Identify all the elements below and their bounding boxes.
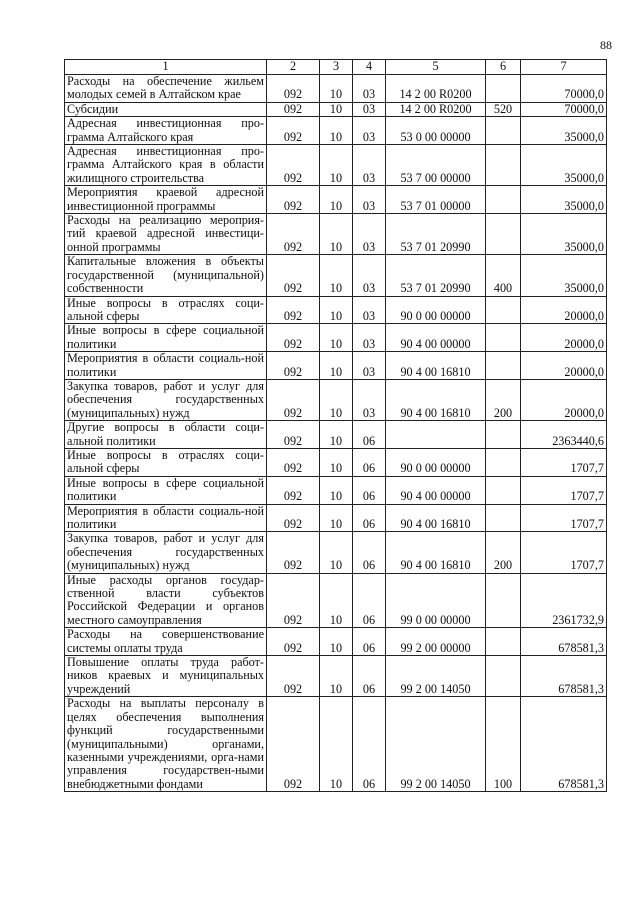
row-description: Мероприятия в области социаль-ной политики: [65, 352, 267, 380]
column-header: 5: [386, 60, 486, 75]
table-row: [65, 102, 607, 116]
target-article-code: 90 4 00 16810: [386, 504, 486, 532]
section-code: 10: [320, 214, 353, 255]
amount: 2361732,9: [521, 573, 607, 628]
target-article-code: 90 0 00 00000: [386, 296, 486, 324]
target-article-code: 90 4 00 16810: [386, 379, 486, 420]
ministry-code: 092: [267, 117, 320, 145]
row-description: Закупка товаров, работ и услуг для обеспечения государственных (муниципальных) нужд: [65, 379, 267, 420]
row-description: Мероприятия краевой адресной инвестиционной программы: [65, 186, 267, 214]
table-row: [65, 352, 607, 380]
table-row: [65, 324, 607, 352]
table-body: [65, 75, 607, 792]
table-header-row: [65, 60, 607, 75]
target-article-code: 99 2 00 00000: [386, 628, 486, 656]
expense-type-code: 200: [486, 532, 521, 573]
expense-type-code: 400: [486, 255, 521, 296]
section-code: 10: [320, 102, 353, 116]
target-article-code: [386, 421, 486, 449]
row-description: Мероприятия в области социаль-ной политики: [65, 504, 267, 532]
expense-type-code: [486, 421, 521, 449]
row-description: Иные вопросы в сфере социальной политики: [65, 476, 267, 504]
ministry-code: 092: [267, 573, 320, 628]
column-header: 1: [65, 60, 267, 75]
column-header: 7: [521, 60, 607, 75]
section-code: 10: [320, 296, 353, 324]
amount: 35000,0: [521, 117, 607, 145]
target-article-code: 53 7 01 20990: [386, 255, 486, 296]
section-code: 10: [320, 656, 353, 697]
ministry-code: 092: [267, 532, 320, 573]
table-row: [65, 532, 607, 573]
expense-type-code: [486, 214, 521, 255]
section-code: 10: [320, 628, 353, 656]
section-code: 10: [320, 186, 353, 214]
subsection-code: 03: [353, 186, 386, 214]
amount: 20000,0: [521, 352, 607, 380]
row-description: Расходы на реализацию мероприя-тий краевой адресной инвестици-онной программы: [65, 214, 267, 255]
target-article-code: 14 2 00 R0200: [386, 75, 486, 103]
table-row: [65, 476, 607, 504]
section-code: 10: [320, 379, 353, 420]
amount: 35000,0: [521, 145, 607, 186]
amount: 20000,0: [521, 324, 607, 352]
expense-type-code: [486, 656, 521, 697]
expense-type-code: [486, 448, 521, 476]
table-row: [65, 421, 607, 449]
ministry-code: 092: [267, 697, 320, 792]
expense-type-code: [486, 117, 521, 145]
page-number: 88: [600, 38, 612, 52]
expense-type-code: [486, 573, 521, 628]
section-code: 10: [320, 324, 353, 352]
expense-type-code: 200: [486, 379, 521, 420]
section-code: 10: [320, 532, 353, 573]
subsection-code: 06: [353, 532, 386, 573]
section-code: 10: [320, 448, 353, 476]
target-article-code: 90 0 00 00000: [386, 448, 486, 476]
subsection-code: 03: [353, 75, 386, 103]
subsection-code: 03: [353, 352, 386, 380]
target-article-code: 53 7 01 20990: [386, 214, 486, 255]
column-header: 6: [486, 60, 521, 75]
section-code: 10: [320, 421, 353, 449]
expense-type-code: [486, 145, 521, 186]
expense-type-code: [486, 75, 521, 103]
amount: 1707,7: [521, 504, 607, 532]
row-description: Адресная инвестиционная про-грамма Алтайского края: [65, 117, 267, 145]
subsection-code: 03: [353, 324, 386, 352]
amount: 70000,0: [521, 75, 607, 103]
target-article-code: 53 7 01 00000: [386, 186, 486, 214]
ministry-code: 092: [267, 186, 320, 214]
row-description: Расходы на обеспечение жильем молодых семей в Алтайском крае: [65, 75, 267, 103]
row-description: Иные вопросы в отраслях соци-альной сферы: [65, 448, 267, 476]
ministry-code: 092: [267, 296, 320, 324]
row-description: Иные расходы органов государ-ственной власти субъектов Российской Федерации и органов местного самоуправления: [65, 573, 267, 628]
subsection-code: 03: [353, 296, 386, 324]
target-article-code: 53 7 00 00000: [386, 145, 486, 186]
target-article-code: 90 4 00 00000: [386, 324, 486, 352]
amount: 1707,7: [521, 448, 607, 476]
ministry-code: 092: [267, 656, 320, 697]
ministry-code: 092: [267, 448, 320, 476]
subsection-code: 06: [353, 504, 386, 532]
amount: 70000,0: [521, 102, 607, 116]
target-article-code: 99 2 00 14050: [386, 697, 486, 792]
ministry-code: 092: [267, 628, 320, 656]
row-description: Повышение оплаты труда работ-ников краевых и муниципальных учреждений: [65, 656, 267, 697]
expense-type-code: [486, 352, 521, 380]
column-header: 4: [353, 60, 386, 75]
table-row: [65, 296, 607, 324]
expense-type-code: [486, 628, 521, 656]
section-code: 10: [320, 504, 353, 532]
subsection-code: 06: [353, 573, 386, 628]
table-row: [65, 117, 607, 145]
column-header: 3: [320, 60, 353, 75]
budget-table: [64, 59, 607, 792]
table-row: [65, 656, 607, 697]
subsection-code: 06: [353, 697, 386, 792]
expense-type-code: 100: [486, 697, 521, 792]
section-code: 10: [320, 476, 353, 504]
subsection-code: 03: [353, 379, 386, 420]
row-description: Иные вопросы в отраслях соци-альной сферы: [65, 296, 267, 324]
table-row: [65, 448, 607, 476]
ministry-code: 092: [267, 214, 320, 255]
amount: 678581,3: [521, 656, 607, 697]
row-description: Субсидии: [65, 102, 267, 116]
subsection-code: 03: [353, 214, 386, 255]
section-code: 10: [320, 145, 353, 186]
expense-type-code: [486, 296, 521, 324]
subsection-code: 03: [353, 117, 386, 145]
ministry-code: 092: [267, 75, 320, 103]
table-row: [65, 628, 607, 656]
row-description: Адресная инвестиционная про-грамма Алтайского края в области жилищного строительства: [65, 145, 267, 186]
row-description: Расходы на совершенствование системы оплаты труда: [65, 628, 267, 656]
target-article-code: 90 4 00 16810: [386, 352, 486, 380]
amount: 20000,0: [521, 379, 607, 420]
amount: 2363440,6: [521, 421, 607, 449]
table-row: [65, 255, 607, 296]
amount: 35000,0: [521, 186, 607, 214]
ministry-code: 092: [267, 352, 320, 380]
section-code: 10: [320, 573, 353, 628]
target-article-code: 99 2 00 14050: [386, 656, 486, 697]
expense-type-code: [486, 186, 521, 214]
table-row: [65, 504, 607, 532]
ministry-code: 092: [267, 379, 320, 420]
amount: 1707,7: [521, 532, 607, 573]
table-row: [65, 75, 607, 103]
table-row: [65, 145, 607, 186]
ministry-code: 092: [267, 145, 320, 186]
table-row: [65, 573, 607, 628]
table-row: [65, 379, 607, 420]
ministry-code: 092: [267, 504, 320, 532]
subsection-code: 06: [353, 628, 386, 656]
subsection-code: 03: [353, 102, 386, 116]
subsection-code: 03: [353, 255, 386, 296]
target-article-code: 53 0 00 00000: [386, 117, 486, 145]
target-article-code: 99 0 00 00000: [386, 573, 486, 628]
row-description: Другие вопросы в области соци-альной политики: [65, 421, 267, 449]
row-description: Закупка товаров, работ и услуг для обеспечения государственных (муниципальных) нужд: [65, 532, 267, 573]
section-code: 10: [320, 255, 353, 296]
subsection-code: 06: [353, 448, 386, 476]
ministry-code: 092: [267, 102, 320, 116]
row-description: Капитальные вложения в объекты государственной (муниципальной) собственности: [65, 255, 267, 296]
amount: 678581,3: [521, 628, 607, 656]
expense-type-code: [486, 476, 521, 504]
row-description: Иные вопросы в сфере социальной политики: [65, 324, 267, 352]
table-row: [65, 697, 607, 792]
section-code: 10: [320, 352, 353, 380]
target-article-code: 90 4 00 16810: [386, 532, 486, 573]
subsection-code: 06: [353, 476, 386, 504]
amount: 20000,0: [521, 296, 607, 324]
table-row: [65, 186, 607, 214]
section-code: 10: [320, 75, 353, 103]
column-header: 2: [267, 60, 320, 75]
table-row: [65, 214, 607, 255]
amount: 35000,0: [521, 255, 607, 296]
row-description: Расходы на выплаты персоналу в целях обеспечения выполнения функций государственными (муниципальными) органами, казенными учреждениями, орга-нами управления государствен-ными внебюджетными фондами: [65, 697, 267, 792]
ministry-code: 092: [267, 476, 320, 504]
subsection-code: 03: [353, 145, 386, 186]
section-code: 10: [320, 117, 353, 145]
ministry-code: 092: [267, 255, 320, 296]
amount: 678581,3: [521, 697, 607, 792]
ministry-code: 092: [267, 421, 320, 449]
subsection-code: 06: [353, 421, 386, 449]
expense-type-code: [486, 324, 521, 352]
target-article-code: 14 2 00 R0200: [386, 102, 486, 116]
amount: 1707,7: [521, 476, 607, 504]
amount: 35000,0: [521, 214, 607, 255]
section-code: 10: [320, 697, 353, 792]
ministry-code: 092: [267, 324, 320, 352]
subsection-code: 06: [353, 656, 386, 697]
expense-type-code: [486, 504, 521, 532]
target-article-code: 90 4 00 00000: [386, 476, 486, 504]
expense-type-code: 520: [486, 102, 521, 116]
